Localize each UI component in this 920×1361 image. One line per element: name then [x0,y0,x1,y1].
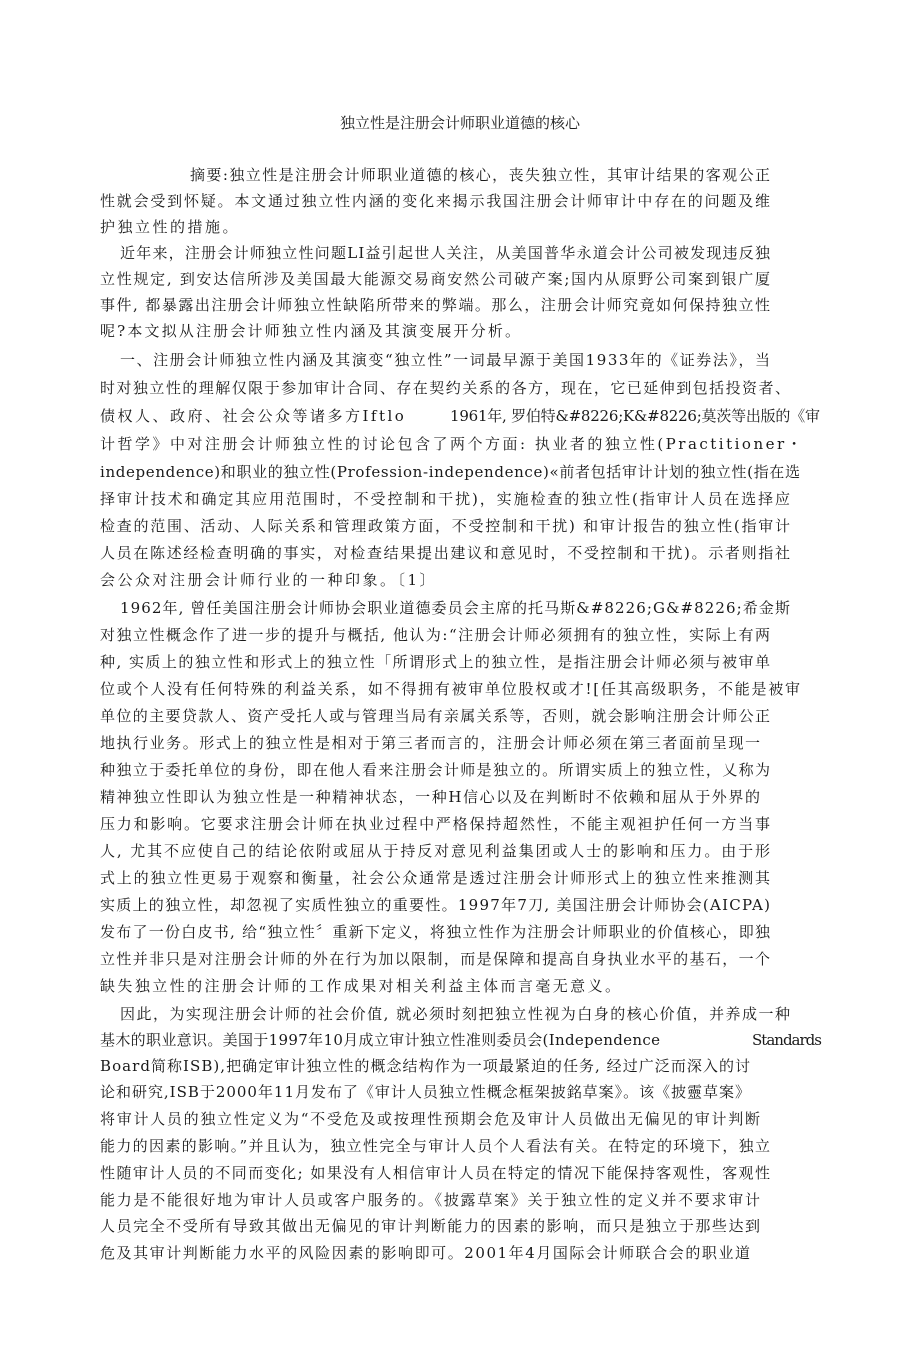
text-line: 人, 尤其不应使自己的结论依附或屈从于持反对意见利益集团或人士的影响和压力。由于形 [100,842,772,860]
text-line: Board简称ISB),把确定审计独立性的概念结构作为一项最紧迫的任务, 经过广泛而深入的讨 [100,1057,752,1075]
text-line: 种, 实质上的独立性和形式上的独立性「所谓形式上的独立性，是指注册会计师必须与被审单 [100,653,772,671]
text-line: 会公众对注册会计师行业的一种印象。〔1〕 [100,571,438,589]
text-line: 能力是不能很好地为审计人员或客户服务的。《披露草案》关于独立性的定义并不要求审计 [100,1191,762,1209]
text-line: 事件, 都暴露出注册会计师独立性缺陷所带来的弊端。那么，注册会计师究竟如何保持独立性 [100,296,772,314]
text-line: 呢?本文拟从注册会计师独立性内涵及其演变展开分析。 [100,322,523,340]
text-line: 发布了一份白皮书, 给“独立性〞重新下定义，将独立性作为注册会计师职业的价值核心，即独 [100,923,772,941]
text-line: 将审计人员的独立性定义为“不受危及或按理性预期会危及审计人员做出无偏见的审计判断 [100,1110,762,1128]
text-line: 债权人、政府、社会公众等诸多方Iftlo [100,407,407,425]
text-line: independence)和职业的独立性(Profession-independence)«前者包括审计计划的独立性(指在选 [100,463,801,481]
text-line: 论和研究,ISB于2000年11月发布了《审计人员独立性概念框架披銘草案》。该《披靈草案》 [100,1083,751,1101]
text-line: 能力的因素的影响。”并且认为，独立性完全与审计人员个人看法有关。在特定的环境下，独立 [100,1137,772,1155]
text-line: 摘要:独立性是注册会计师职业道德的核心，丧失独立性，其审计结果的客观公正 [190,166,772,184]
text-line: Standards [752,1031,821,1049]
text-line: 人员完全不受所有导致其做出无偏见的审计判断能力的因素的影响，而只是独立于那些达到 [100,1217,762,1235]
text-line: 位或个人没有任何特殊的利益关系，如不得拥有被审单位股权或才![任其高级职务，不能是被审 [100,680,802,698]
text-line: 危及其审计判断能力水平的风险因素的影响即可。2001年4月国际会计师联合会的职业道 [100,1244,752,1262]
text-line: 时对独立性的理解仅限于参加审计合同、存在契约关系的各方，现在，它已延伸到包括投资者、 [100,379,792,397]
text-line: 性随审计人员的不同而变化; 如果没有人相信审计人员在特定的情况下能保持客观性，客观性 [100,1164,772,1182]
text-line: 缺失独立性的注册会计师的工作成果对相关利益主体而言毫无意义。 [100,977,623,995]
text-line: 1961年, 罗伯特&#8226;K&#8226;莫茨等出版的《审 [450,407,820,425]
text-line: 护独立性的措施。 [100,218,241,236]
text-line: 立性并非只是对注册会计师的外在行为加以限制，而是保障和提高自身执业水平的基石，一个 [100,950,772,968]
text-line: 一、注册会计师独立性内涵及其演变“独立性”一词最早源于美国1933年的《证券法》，当 [120,351,772,369]
document-title: 独立性是注册会计师职业道德的核心 [339,114,580,132]
text-line: 择审计技术和确定其应用范围时，不受控制和干扰)，实施检查的独立性(指审计人员在选择应 [100,490,792,508]
text-line: 立性规定, 到安达信所涉及美国最大能源交易商安然公司破产案;国内从原野公司案到银广厦 [100,270,772,288]
text-line: 因此，为实现注册会计师的社会价值, 就必须时刻把独立性视为白身的核心价值，并养成一种 [120,1005,792,1023]
text-line: 1962年, 曾任美国注册会计师协会职业道德委员会主席的托马斯&#8226;G&#8226;希金斯 [120,599,792,617]
text-line: 精神独立性即认为独立性是一种精神状态，一种H信心以及在判断时不依赖和屈从于外界的 [100,788,762,806]
text-line: 基木的职业意识。美国于1997年10月成立审计独立性准则委员会(Independence [100,1031,661,1049]
text-line: 人员在陈述经检查明确的事实，对检查结果提出建议和意见时，不受控制和干扰)。示者则指社 [100,544,792,562]
text-line: 计哲学》中对注册会计师独立性的讨论包含了两个方面: 执业者的独立性(Practitioner・ [100,435,805,453]
text-line: 种独立于委托单位的身份，即在他人看来注册会计师是独立的。所谓实质上的独立性，乂称为 [100,761,772,779]
text-line: 式上的独立性更易于观察和衡量，社会公众通常是透过注册会计师形式上的独立性来推测其 [100,869,772,887]
text-line: 检查的范围、活动、人际关系和管理政策方面，不受控制和干扰) 和审计报告的独立性(指审计 [100,517,792,535]
text-line: 近年来，注册会计师独立性问题LI益引起世人关注，从美国普华永道会计公司被发现违反独 [120,244,772,262]
text-line: 性就会受到怀疑。本文通过独立性内涵的变化来揭示我国注册会计师审计中存在的问题及维 [100,192,772,210]
text-line: 实质上的独立性，却忽视了实质性独立的重要性。1997年7刀, 美国注册会计师协会(AICPA) [100,896,772,914]
text-line: 单位的主要贷款人、资产受托人或与管理当局有亲属关系等，否则，就会影响注册会计师公正 [100,707,772,725]
text-line: 地执行业务。形式上的独立性是相对于第三者而言的，注册会计师必须在第三者面前呈现一 [100,734,762,752]
text-line: 对独立性概念作了进一步的提升与概括, 他认为:“注册会计师必须拥有的独立性，实际上有两 [100,626,772,644]
text-line: 压力和影响。它要求注册会计师在执业过程中严格保持超然性，不能主观袒护任何一方当事 [100,815,772,833]
